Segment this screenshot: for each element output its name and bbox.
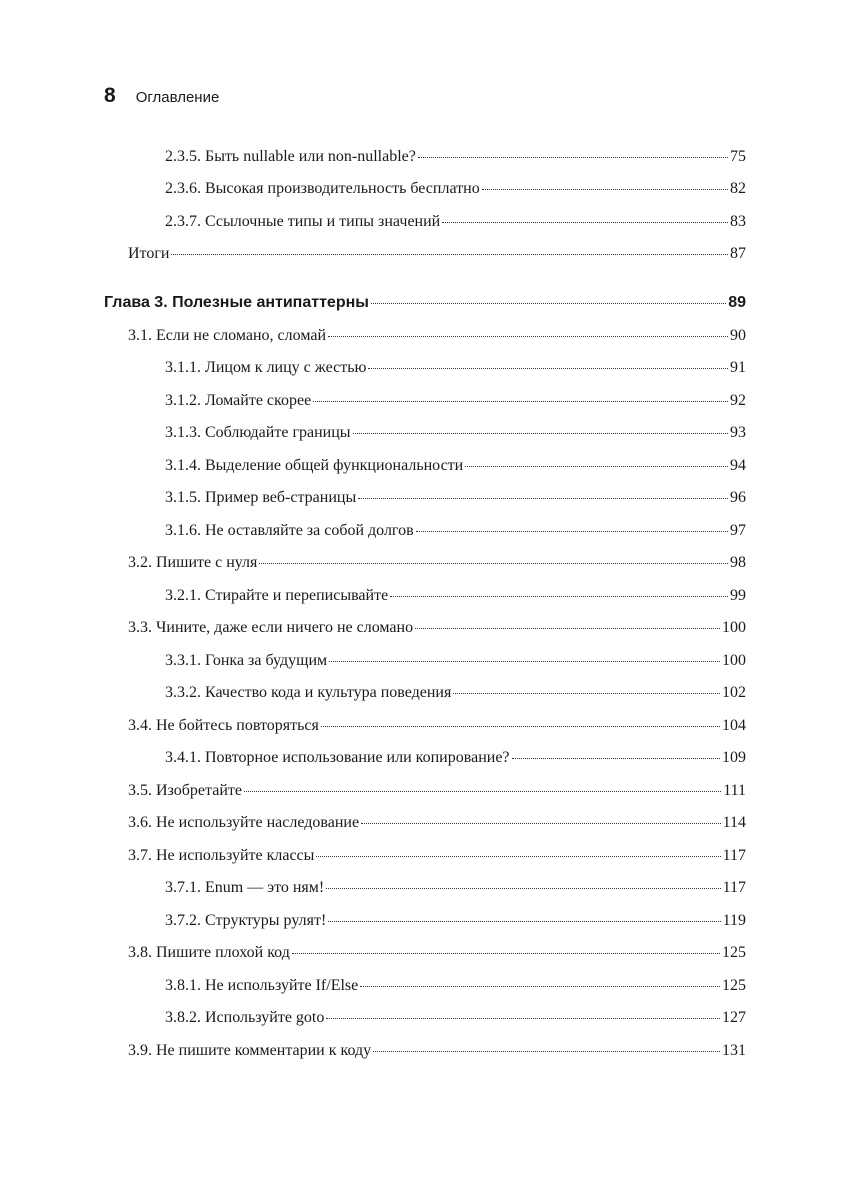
- toc-entry: [165, 976, 746, 996]
- dot-leader: [328, 336, 728, 337]
- toc-entry-title: 3.7.1. Enum — это ням!: [165, 879, 325, 896]
- toc-entry-page: 83: [730, 213, 746, 230]
- dot-leader: [292, 953, 720, 954]
- toc-entry-page: 104: [722, 717, 746, 734]
- dot-leader: [368, 368, 728, 369]
- toc-entry-title: 3.3. Чините, даже если ничего не сломано: [128, 619, 414, 636]
- toc-entry-title: 3.7. Не используйте классы: [128, 847, 315, 864]
- toc-entry: [128, 813, 746, 833]
- toc-entry-page: 109: [722, 749, 746, 766]
- dot-leader: [326, 1018, 720, 1019]
- toc-entry: [128, 781, 746, 801]
- toc-entry-page: 131: [722, 1042, 746, 1059]
- toc-entry-title: 3.8.2. Используйте goto: [165, 1009, 325, 1026]
- toc-entry: [128, 1041, 746, 1061]
- toc-entry-title: 3.7.2. Структуры рулят!: [165, 912, 327, 929]
- toc-entry-title: 3.5. Изобретайте: [128, 782, 242, 799]
- dot-leader: [416, 531, 728, 532]
- toc-entry: [165, 358, 746, 378]
- toc-entry: [128, 943, 746, 963]
- toc-entry: [165, 179, 746, 199]
- toc-entry-title: 3.1.3. Соблюдайте границы: [165, 424, 351, 441]
- toc-entry-title: 3.1.5. Пример веб-страницы: [165, 489, 357, 506]
- toc-entry: [165, 456, 746, 476]
- toc-entry-title: 2.3.6. Высокая производительность бесплатно: [165, 180, 480, 197]
- dot-leader: [316, 856, 720, 857]
- toc-entry: [165, 521, 746, 541]
- toc-entry-page: 98: [730, 554, 746, 571]
- toc-entry-title: 2.3.5. Быть nullable или non-nullable?: [165, 148, 416, 165]
- toc-entry-page: 93: [730, 424, 746, 441]
- dot-leader: [390, 596, 728, 597]
- toc-entry-title: 3.4. Не бойтесь повторяться: [128, 717, 319, 734]
- dot-leader: [326, 888, 720, 889]
- toc-entry-page: 87: [730, 245, 746, 262]
- toc-entry-page: 96: [730, 489, 746, 506]
- toc-entry-page: 94: [730, 457, 746, 474]
- dot-leader: [244, 791, 721, 792]
- toc-entry-title: 3.6. Не используйте наследование: [128, 814, 360, 831]
- toc-entry: [128, 326, 746, 346]
- dot-leader: [415, 628, 720, 629]
- toc-entry: [165, 1008, 746, 1028]
- toc-entry-page: 127: [722, 1009, 746, 1026]
- toc-entry-page: 119: [722, 912, 746, 929]
- toc-entry-page: 102: [722, 684, 746, 701]
- toc-entry-title: Итоги: [128, 245, 170, 262]
- toc-entry-title: 3.1.2. Ломайте скорее: [165, 392, 312, 409]
- toc-entry-title: 3.1.6. Не оставляйте за собой долгов: [165, 522, 414, 539]
- dot-leader: [371, 303, 726, 304]
- toc-entry: [165, 423, 746, 443]
- toc-entry: [128, 244, 746, 264]
- dot-leader: [171, 254, 728, 255]
- dot-leader: [465, 466, 728, 467]
- dot-leader: [328, 921, 720, 922]
- toc-entry-title: 3.3.2. Качество кода и культура поведения: [165, 684, 452, 701]
- toc-entry: [165, 878, 746, 898]
- dot-leader: [358, 498, 728, 499]
- toc-entry: [128, 716, 746, 736]
- toc-entry-page: 100: [722, 652, 746, 669]
- toc-entry-title: 3.8.1. Не используйте If/Else: [165, 977, 359, 994]
- toc-entry: [128, 618, 746, 638]
- toc-entry-title: 3.4.1. Повторное использование или копирование?: [165, 749, 510, 766]
- toc-entry-title: 3.1.4. Выделение общей функциональности: [165, 457, 464, 474]
- toc-entry-title: 3.2.1. Стирайте и переписывайте: [165, 587, 389, 604]
- toc-entry-title: Глава 3. Полезные антипаттерны: [104, 294, 369, 311]
- toc-entry-page: 82: [730, 180, 746, 197]
- toc-entry-page: 114: [722, 814, 746, 831]
- toc-entry: [128, 553, 746, 573]
- dot-leader: [512, 758, 720, 759]
- toc-entry: [165, 488, 746, 508]
- toc-entry-page: 111: [723, 782, 746, 799]
- toc-entry-page: 97: [730, 522, 746, 539]
- toc-entry: [165, 911, 746, 931]
- toc-chapter-entry: [104, 293, 746, 313]
- toc-entry-title: 3.1.1. Лицом к лицу с жестью: [165, 359, 367, 376]
- page-number: 8: [104, 84, 116, 107]
- dot-leader: [418, 157, 728, 158]
- dot-leader: [259, 563, 728, 564]
- dot-leader: [360, 986, 720, 987]
- toc-entry-title: 3.9. Не пишите комментарии к коду: [128, 1042, 372, 1059]
- toc-entry-page: 99: [730, 587, 746, 604]
- toc-entry-title: 2.3.7. Ссылочные типы и типы значений: [165, 213, 441, 230]
- toc-entry-page: 125: [722, 944, 746, 961]
- toc-entry: [128, 846, 746, 866]
- dot-leader: [313, 401, 728, 402]
- dot-leader: [373, 1051, 720, 1052]
- toc-entry: [165, 748, 746, 768]
- toc-entry: [165, 147, 746, 167]
- toc-entry-page: 90: [730, 327, 746, 344]
- toc-entry-title: 3.2. Пишите с нуля: [128, 554, 258, 571]
- toc-entry-page: 92: [730, 392, 746, 409]
- toc-entry-page: 89: [728, 294, 746, 311]
- toc-entry-page: 75: [730, 148, 746, 165]
- toc-entry-page: 100: [722, 619, 746, 636]
- running-title: Оглавление: [135, 89, 220, 106]
- dot-leader: [453, 693, 720, 694]
- dot-leader: [361, 823, 721, 824]
- toc-entry-page: 91: [730, 359, 746, 376]
- toc-entry-title: 3.1. Если не сломано, сломай: [128, 327, 327, 344]
- toc-entry-title: 3.8. Пишите плохой код: [128, 944, 290, 961]
- toc-entry: [165, 683, 746, 703]
- dot-leader: [329, 661, 720, 662]
- toc-entry: [165, 212, 746, 232]
- toc-entry-page: 117: [722, 847, 746, 864]
- dot-leader: [353, 433, 728, 434]
- dot-leader: [321, 726, 720, 727]
- running-header: [104, 84, 219, 108]
- toc-entry: [165, 391, 746, 411]
- toc-entry-page: 117: [722, 879, 746, 896]
- dot-leader: [442, 222, 728, 223]
- dot-leader: [482, 189, 728, 190]
- toc-entry: [165, 651, 746, 671]
- toc-entry-page: 125: [722, 977, 746, 994]
- toc-entry-title: 3.3.1. Гонка за будущим: [165, 652, 328, 669]
- toc-entry: [165, 586, 746, 606]
